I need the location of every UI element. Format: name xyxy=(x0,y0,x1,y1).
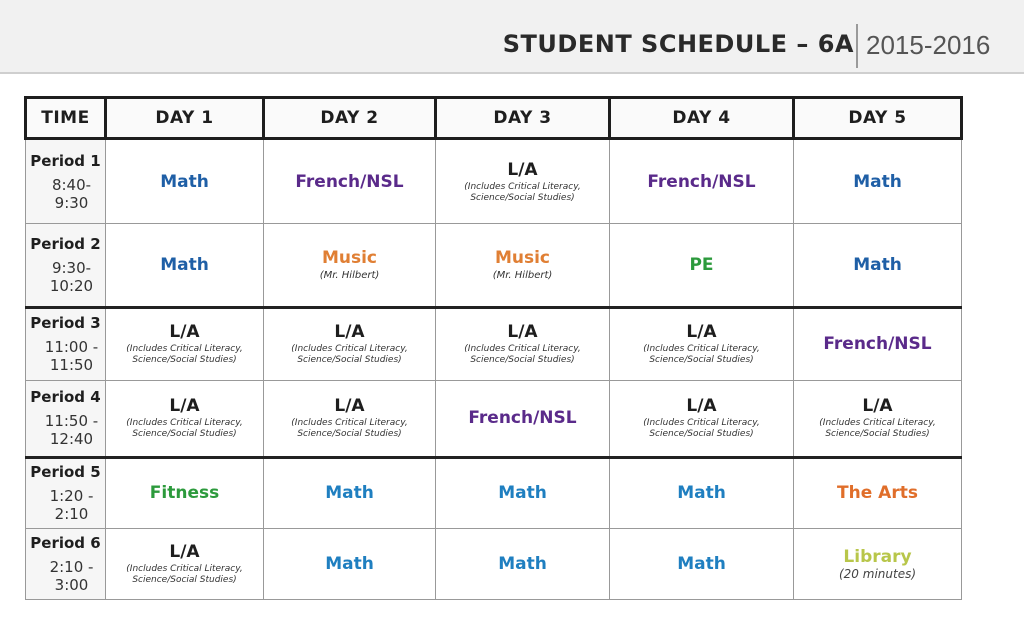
schedule-cell xyxy=(794,528,962,599)
period-start-time: 11:00 - xyxy=(44,338,99,357)
period-end-time: 2:10 xyxy=(54,505,89,524)
period-time-cell xyxy=(26,457,106,528)
schedule-cell xyxy=(106,139,264,224)
subject-name: L/A xyxy=(686,396,717,417)
subject-name: Math xyxy=(853,171,902,192)
schedule-cell xyxy=(610,528,794,599)
schedule-cell xyxy=(264,380,436,457)
schedule-cell xyxy=(610,307,794,380)
subject-note: (20 minutes) xyxy=(838,566,917,581)
subject-name: Math xyxy=(677,553,726,574)
schedule-cell xyxy=(610,380,794,457)
subject-name: PE xyxy=(689,254,714,275)
subject-note: (Includes Critical Literacy, Science/Social Studies) xyxy=(291,418,408,440)
period-start-time: 11:50 - xyxy=(44,412,99,431)
schedule-cell xyxy=(794,457,962,528)
subject-name: Music xyxy=(494,248,551,269)
subject-name: Math xyxy=(160,254,209,275)
subject-name: Math xyxy=(498,483,547,504)
schedule-cell xyxy=(794,380,962,457)
schedule-cell xyxy=(794,224,962,307)
subject-name: French/NSL xyxy=(823,334,932,355)
subject-name: L/A xyxy=(507,159,538,180)
subject-note: (Includes Critical Literacy, Science/Social Studies) xyxy=(126,418,243,440)
table-row xyxy=(26,307,962,380)
table-row xyxy=(26,224,962,307)
schedule-cell xyxy=(794,307,962,380)
subject-name: L/A xyxy=(334,396,365,417)
schedule-table xyxy=(24,96,963,600)
schedule-cell xyxy=(610,457,794,528)
subject-name: L/A xyxy=(334,322,365,343)
period-end-time: 10:20 xyxy=(49,276,94,295)
header-row xyxy=(26,98,962,139)
period-time-cell xyxy=(26,139,106,224)
subject-note: (Mr. Hilbert) xyxy=(319,270,380,282)
period-label: Period 5 xyxy=(30,463,101,482)
subject-name: Math xyxy=(498,553,547,574)
period-time-cell xyxy=(26,224,106,307)
subject-name: Math xyxy=(325,553,374,574)
subject-name: Math xyxy=(853,254,902,275)
period-label: Period 6 xyxy=(30,533,101,552)
subject-name: Library xyxy=(843,546,912,567)
table-row xyxy=(26,457,962,528)
schedule-cell xyxy=(436,307,610,380)
schedule-cell xyxy=(106,380,264,457)
subject-name: The Arts xyxy=(837,483,918,504)
period-label: Period 2 xyxy=(30,234,101,253)
schedule-cell xyxy=(264,457,436,528)
subject-name: L/A xyxy=(169,541,200,562)
subject-name: French/NSL xyxy=(295,171,404,192)
period-start-time: 8:40- xyxy=(51,175,92,194)
schedule-cell xyxy=(436,224,610,307)
column-header-day-2: DAY 2 xyxy=(264,98,436,139)
subject-name: L/A xyxy=(169,396,200,417)
period-label: Period 4 xyxy=(30,388,101,407)
subject-name: L/A xyxy=(169,322,200,343)
period-end-time: 3:00 xyxy=(54,575,89,594)
schedule-cell xyxy=(436,139,610,224)
schedule-cell xyxy=(794,139,962,224)
subject-name: L/A xyxy=(686,322,717,343)
schedule-cell xyxy=(264,139,436,224)
subject-name: French/NSL xyxy=(468,408,577,429)
subject-note: (Includes Critical Literacy, Science/Social Studies) xyxy=(126,563,243,585)
schedule-cell xyxy=(106,224,264,307)
period-start-time: 2:10 - xyxy=(49,557,94,576)
table-row xyxy=(26,380,962,457)
schedule-cell xyxy=(436,457,610,528)
subject-name: French/NSL xyxy=(647,171,756,192)
subject-note: (Includes Critical Literacy, Science/Social Studies) xyxy=(643,344,760,366)
period-time-cell xyxy=(26,528,106,599)
subject-name: Music xyxy=(321,248,378,269)
schedule-cell xyxy=(436,528,610,599)
schedule-cell xyxy=(264,528,436,599)
subject-note: (Includes Critical Literacy, Science/Social Studies) xyxy=(464,344,581,366)
period-end-time: 11:50 xyxy=(49,356,94,375)
subject-name: L/A xyxy=(862,396,893,417)
period-start-time: 1:20 - xyxy=(49,487,94,506)
header-rule xyxy=(0,72,1024,74)
period-time-cell xyxy=(26,307,106,380)
schedule-cell xyxy=(264,307,436,380)
column-header-day-3: DAY 3 xyxy=(436,98,610,139)
schedule-cell xyxy=(106,307,264,380)
subject-name: Math xyxy=(325,483,374,504)
column-header-day-1: DAY 1 xyxy=(106,98,264,139)
schedule-title: STUDENT SCHEDULE – 6A xyxy=(502,30,854,58)
column-header-day-4: DAY 4 xyxy=(610,98,794,139)
schedule-cell xyxy=(264,224,436,307)
subject-note: (Includes Critical Literacy, Science/Social Studies) xyxy=(126,344,243,366)
period-label: Period 3 xyxy=(30,314,101,333)
period-start-time: 9:30- xyxy=(51,258,92,277)
column-header-time: TIME xyxy=(26,98,106,139)
period-end-time: 9:30 xyxy=(54,193,89,212)
period-end-time: 12:40 xyxy=(49,430,94,449)
subject-note: (Includes Critical Literacy, Science/Social Studies) xyxy=(819,418,936,440)
schedule-cell xyxy=(610,224,794,307)
schedule-cell xyxy=(106,457,264,528)
column-header-day-5: DAY 5 xyxy=(794,98,962,139)
subject-note: (Mr. Hilbert) xyxy=(492,270,553,282)
schedule-cell xyxy=(106,528,264,599)
schedule-cell xyxy=(610,139,794,224)
subject-name: Math xyxy=(160,171,209,192)
subject-name: L/A xyxy=(507,322,538,343)
table-row xyxy=(26,139,962,224)
schedule-body xyxy=(26,139,962,600)
subject-name: Fitness xyxy=(149,483,220,504)
school-year: 2015-2016 xyxy=(866,30,991,60)
title-separator xyxy=(856,24,858,68)
subject-note: (Includes Critical Literacy, Science/Social Studies) xyxy=(643,418,760,440)
period-label: Period 1 xyxy=(30,151,101,170)
period-time-cell xyxy=(26,380,106,457)
subject-note: (Includes Critical Literacy, Science/Social Studies) xyxy=(291,344,408,366)
table-row xyxy=(26,528,962,599)
subject-note: (Includes Critical Literacy, Science/Social Studies) xyxy=(464,181,581,203)
subject-name: Math xyxy=(677,483,726,504)
schedule-cell xyxy=(436,380,610,457)
